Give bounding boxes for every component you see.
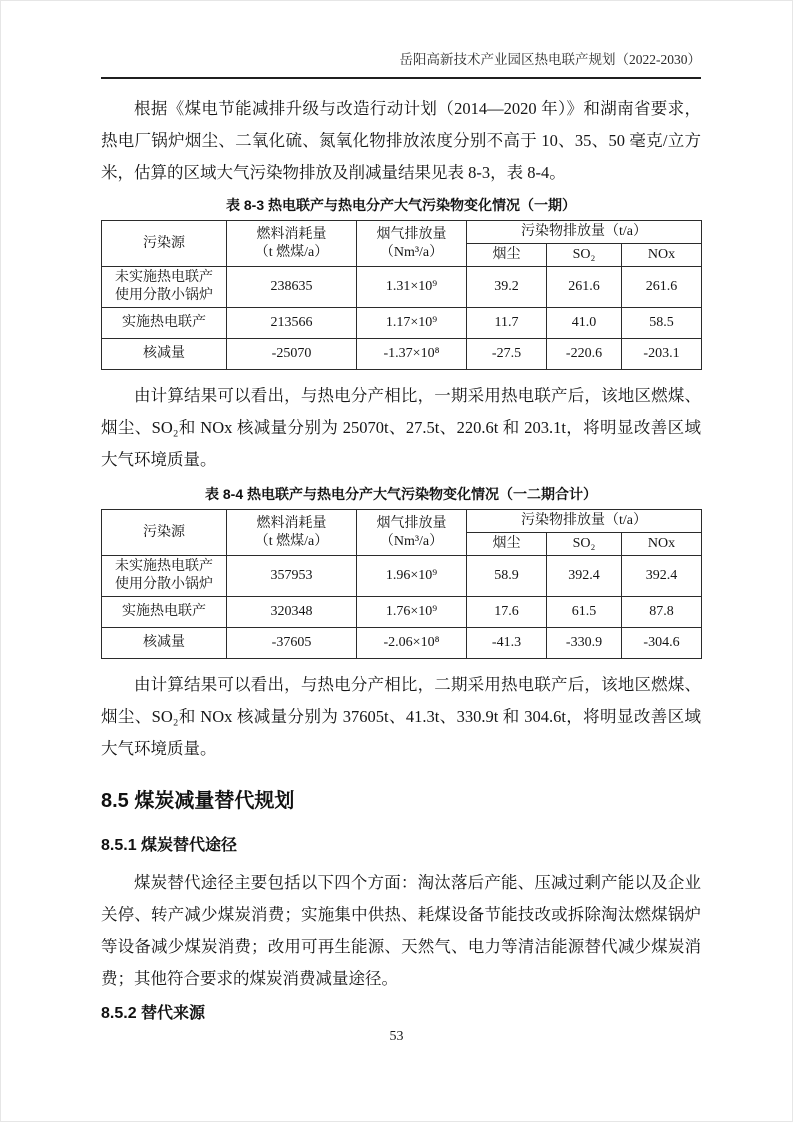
table1-header-so2: SO₂ <box>547 244 622 267</box>
table-cell-flue: 1.31×10⁹ <box>357 267 467 308</box>
table-cell-nox: 58.5 <box>622 308 702 339</box>
table-cell-fuel: 238635 <box>227 267 357 308</box>
table2-caption: 表 8-4 热电联产与热电分产大气污染物变化情况（一二期合计） <box>204 486 597 502</box>
table2-header-dust: 烟尘 <box>467 533 547 556</box>
table1-header-flue <box>357 221 467 267</box>
table-cell-source <box>102 308 227 339</box>
paragraph-intro: 根据《煤电节能减排升级与改造行动计划（2014—2020 年）》和湖南省要求，热电厂锅炉烟尘、二氧化硫、氮氧化物排放浓度分别不高于 10、35、50 毫克/立方米，估算的区域大气污染物排放及削减量结果见表 8-3，表 8-4。 <box>101 99 701 182</box>
heading-8-5-1: 8.5.1 煤炭替代途径 <box>101 837 238 854</box>
table-cell-nox: 87.8 <box>622 597 702 628</box>
table-cell-so2: -220.6 <box>547 339 622 370</box>
header-divider <box>101 77 701 79</box>
table-cell-so2: 41.0 <box>547 308 622 339</box>
table-cell-so2: 61.5 <box>547 597 622 628</box>
table-cell-nox: 261.6 <box>622 267 702 308</box>
table2-row-reduction <box>102 628 702 659</box>
table2-header-flue-line1: 烟气排放量 <box>376 515 447 531</box>
table-cell-fuel: 357953 <box>227 556 357 597</box>
table2-header-nox: NOx <box>622 533 702 556</box>
table2-header-flue-line2: （Nm³/a） <box>379 533 444 549</box>
page-content <box>101 1 701 1025</box>
table-cell-source <box>102 628 227 659</box>
table1-caption: 表 8-3 热电联产与热电分产大气污染物变化情况（一期） <box>225 197 576 213</box>
table-cell-source <box>102 267 227 308</box>
source-line1: 实施热电联产 <box>122 604 206 619</box>
heading-8-5: 8.5 煤炭减量替代规划 <box>101 790 295 812</box>
table-cell-dust: -27.5 <box>467 339 547 370</box>
table-cell-flue: 1.17×10⁹ <box>357 308 467 339</box>
table1-header-pollutant-span: 污染物排放量（t/a） <box>467 221 702 244</box>
table2-header-fuel-line1: 燃料消耗量 <box>256 515 327 531</box>
table2-header-flue <box>357 510 467 556</box>
table-cell-source <box>102 339 227 370</box>
table1-header-flue-line1: 烟气排放量 <box>376 226 447 242</box>
source-line1: 未实施热电联产 <box>115 559 213 574</box>
table-cell-so2: 261.6 <box>547 267 622 308</box>
table-cell-source <box>102 597 227 628</box>
paragraph-phase1-result: 由计算结果可以看出，与热电分产相比，一期采用热电联产后，该地区燃煤、烟尘、SO₂和 NOx 核减量分别为 25070t、27.5t、220.6t 和 203.1t，将明显改善区域大气环境质量。 <box>101 386 701 469</box>
paragraph-phase2-result: 由计算结果可以看出，与热电分产相比，二期采用热电联产后，该地区燃煤、烟尘、SO₂和 NOx 核减量分别为 37605t、41.3t、330.9t 和 304.6t，将明显改善区域大气环境质量。 <box>101 675 701 758</box>
table1-header-flue-line2: （Nm³/a） <box>379 244 444 260</box>
table2-header-row-1 <box>102 510 702 533</box>
table2-header-fuel <box>227 510 357 556</box>
page-number: 53 <box>389 1029 404 1044</box>
table-cell-dust: 17.6 <box>467 597 547 628</box>
table-cell-dust: 39.2 <box>467 267 547 308</box>
table-cell-flue: 1.96×10⁹ <box>357 556 467 597</box>
source-line1: 核减量 <box>143 346 185 361</box>
table-cell-so2: -330.9 <box>547 628 622 659</box>
table1-header-fuel-line2: （t 燃煤/a） <box>254 244 329 260</box>
source-line1: 未实施热电联产 <box>115 270 213 285</box>
source-line1: 实施热电联产 <box>122 315 206 330</box>
table1-row-reduction <box>102 339 702 370</box>
table-8-4 <box>101 509 702 659</box>
table-cell-fuel: -25070 <box>227 339 357 370</box>
source-line1: 核减量 <box>143 635 185 650</box>
table2-header-fuel-line2: （t 燃煤/a） <box>254 533 329 549</box>
table1-row-no-chp <box>102 267 702 308</box>
table-cell-fuel: 320348 <box>227 597 357 628</box>
table-cell-nox: 392.4 <box>622 556 702 597</box>
table-cell-dust: 58.9 <box>467 556 547 597</box>
table-cell-flue: -2.06×10⁸ <box>357 628 467 659</box>
page-header-title: 岳阳高新技术产业园区热电联产规划（2022-2030） <box>399 52 701 67</box>
table-cell-nox: -304.6 <box>622 628 702 659</box>
table2-header-so2: SO₂ <box>547 533 622 556</box>
table-cell-flue: -1.37×10⁸ <box>357 339 467 370</box>
table2-row-no-chp <box>102 556 702 597</box>
table-cell-nox: -203.1 <box>622 339 702 370</box>
paragraph-coal-substitution: 煤炭替代途径主要包括以下四个方面：淘汰落后产能、压减过剩产能以及企业关停、转产减少煤炭消费；实施集中供热、耗煤设备节能技改或拆除淘汰燃煤锅炉等设备减少煤炭消费；改用可再生能源、天然气、电力等清洁能源替代减少煤炭消费；其他符合要求的煤炭消费减量途径。 <box>101 873 701 988</box>
table-cell-source <box>102 556 227 597</box>
table-cell-fuel: -37605 <box>227 628 357 659</box>
source-line2: 使用分散小锅炉 <box>115 577 213 592</box>
table1-header-fuel-line1: 燃料消耗量 <box>256 226 327 242</box>
table1-row-chp <box>102 308 702 339</box>
table-cell-dust: -41.3 <box>467 628 547 659</box>
table-cell-flue: 1.76×10⁹ <box>357 597 467 628</box>
table2-header-pollutant-span: 污染物排放量（t/a） <box>467 510 702 533</box>
table-cell-so2: 392.4 <box>547 556 622 597</box>
table1-header-source: 污染源 <box>102 221 227 267</box>
table2-header-source: 污染源 <box>102 510 227 556</box>
heading-8-5-2: 8.5.2 替代来源 <box>101 1005 206 1022</box>
table-8-3 <box>101 220 702 370</box>
table-cell-fuel: 213566 <box>227 308 357 339</box>
table1-header-nox: NOx <box>622 244 702 267</box>
source-line2: 使用分散小锅炉 <box>115 288 213 303</box>
table1-header-row-1 <box>102 221 702 244</box>
table2-row-chp <box>102 597 702 628</box>
table1-header-dust: 烟尘 <box>467 244 547 267</box>
table-cell-dust: 11.7 <box>467 308 547 339</box>
table1-header-fuel <box>227 221 357 267</box>
